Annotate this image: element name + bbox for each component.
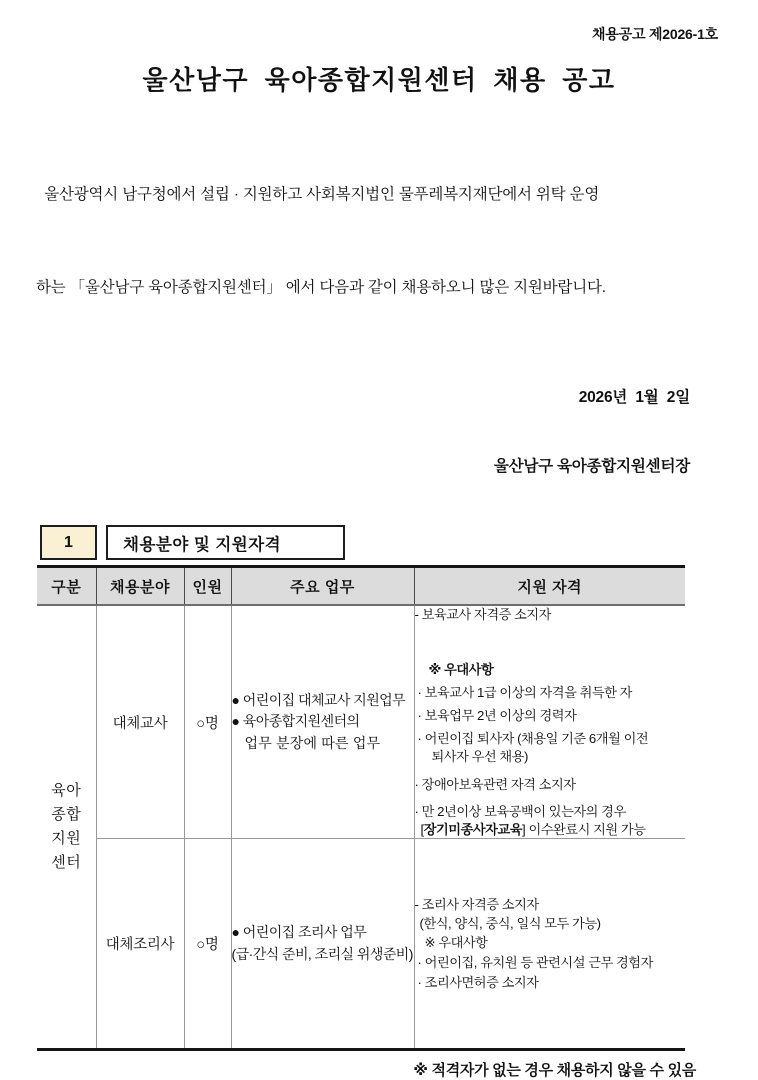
qual-main: - 보육교사 자격증 소지자 bbox=[414, 607, 551, 622]
qual-preferred-title: ※ 우대사항 bbox=[424, 935, 488, 950]
field-cell: 대체교사 bbox=[96, 605, 184, 839]
column-header-count: 인원 bbox=[184, 567, 231, 606]
duty-line: ● 어린이집 대체교사 지원업무 bbox=[231, 691, 406, 708]
qual-bold-term: 장기미종사자교육 bbox=[423, 822, 523, 837]
qual-extra: · 만 2년이상 보육공백이 있는자의 경우 bbox=[414, 804, 626, 819]
group-cell bbox=[37, 605, 96, 1050]
duty-line: ● 어린이집 조리사 업무 bbox=[231, 924, 367, 940]
qual-preferred-title: ※ 우대사항 bbox=[428, 662, 494, 677]
column-header-duties: 주요 업무 bbox=[231, 567, 414, 606]
qual-item: · 보육업무 2년 이상의 경력자 bbox=[417, 708, 577, 723]
duty-line-wrap: 업무 분장에 따른 업무 bbox=[244, 734, 381, 751]
qual-item-wrap: 퇴사자 우선 채용) bbox=[431, 749, 528, 764]
count-cell: ○명 bbox=[184, 839, 231, 1050]
qual-main: - 조리사 자격증 소지자 bbox=[414, 897, 539, 912]
qual-item: · 보육교사 1급 이상의 자격을 취득한 자 bbox=[417, 685, 632, 700]
duties-cell bbox=[231, 605, 414, 839]
table-row-substitute-teacher bbox=[37, 605, 685, 839]
group-line: 육아 bbox=[51, 782, 82, 799]
section-1-header bbox=[40, 525, 758, 560]
column-header-field: 채용분야 bbox=[96, 567, 184, 606]
notice-number: 채용공고 제2026-1호 bbox=[591, 26, 718, 42]
bracket-close-text: ] 이수완료시 지원 가능 bbox=[522, 822, 646, 837]
signer-line: 울산남구 육아종합지원센터장 bbox=[493, 458, 690, 475]
qual-item: · 어린이집, 유치원 등 관련시설 근무 경험자 bbox=[417, 955, 653, 970]
bracket-open: [ bbox=[420, 822, 424, 837]
page-title: 울산남구 육아종합지원센터 채용 공고 bbox=[142, 65, 616, 95]
group-line: 종합 bbox=[51, 806, 82, 823]
group-line: 센터 bbox=[51, 854, 82, 871]
table-row-substitute-cook bbox=[37, 839, 685, 1050]
footnote: ※ 적격자가 없는 경우 채용하지 않을 수 있음 bbox=[413, 1062, 696, 1079]
count-cell: ○명 bbox=[184, 605, 231, 839]
date-line: 2026년 1월 2일 bbox=[578, 389, 690, 406]
qual-extra: · 장애아보육관련 자격 소지자 bbox=[414, 777, 576, 792]
column-header-group: 구분 bbox=[37, 567, 96, 606]
duties-cell bbox=[231, 839, 414, 1050]
field-cell: 대체조리사 bbox=[96, 839, 184, 1050]
group-line: 지원 bbox=[51, 830, 82, 847]
section-title-box: 채용분야 및 지원자격 bbox=[106, 525, 345, 560]
column-header-qualification: 지원 자격 bbox=[414, 567, 685, 606]
qual-item: · 조리사면허증 소지자 bbox=[417, 975, 539, 990]
section-number-box: 1 bbox=[40, 525, 97, 560]
duty-line: (급·간식 준비, 조리실 위생준비) bbox=[231, 945, 413, 962]
duty-line: ● 육아종합지원센터의 bbox=[231, 713, 360, 730]
qual-extra-wrap bbox=[415, 821, 686, 838]
qualification-cell bbox=[414, 605, 685, 839]
recruitment-table bbox=[37, 565, 685, 1051]
date-signature-block bbox=[0, 340, 690, 501]
intro-line-1: 울산광역시 남구청에서 설립 · 지원하고 사회복지법인 물푸레복지재단에서 위탁 운영 bbox=[36, 186, 600, 203]
intro-line-2: 하는 「울산남구 육아종합지원센터」 에서 다음과 같이 채용하오니 많은 지원바랍니다. bbox=[36, 279, 606, 296]
qualification-cell bbox=[414, 839, 685, 1050]
table-header-row bbox=[37, 567, 685, 606]
intro-paragraph bbox=[36, 117, 724, 334]
qual-item: · 어린이집 퇴사자 (채용일 기준 6개월 이전 bbox=[417, 731, 649, 746]
qual-sub: (한식, 양식, 중식, 일식 모두 가능) bbox=[419, 916, 601, 931]
